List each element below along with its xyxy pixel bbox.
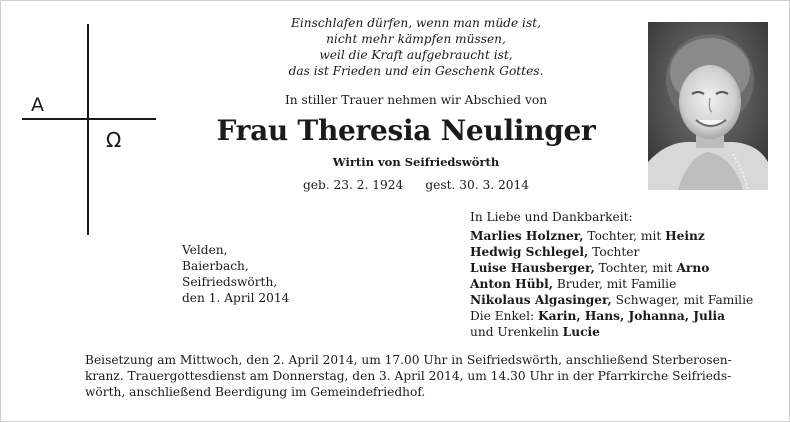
place-line: Baierbach, [182,259,249,273]
mourner-row: Marlies Holzner, Tochter, mit Heinz [470,229,705,243]
poem-line: das ist Frieden und ein Geschenk Gottes. [288,64,544,78]
grandchildren-row: Die Enkel: Karin, Hans, Johanna, Julia [470,309,726,323]
intro-text: In stiller Trauer nehmen wir Abschied von [284,93,548,107]
place-line: Seifriedswörth, [182,275,278,289]
omega-symbol: Ω [106,128,122,152]
funeral-line: Beisetzung am Mittwoch, den 2. April 2014, um 17.00 Uhr in Seifriedswörth, anschließend Sterberosen- [85,353,732,367]
deceased-name: Frau Theresia Neulinger [216,114,596,147]
great-grandchild-row: und Urenkelin Lucie [470,325,600,339]
life-dates [250,177,582,193]
mourners-heading: In Liebe und Dankbarkeit: [470,210,633,224]
birth-date: geb. 23. 2. 1924 [302,178,404,192]
portrait-illustration [648,22,768,190]
mourners-list [470,209,753,340]
mourner-row: Anton Hübl, Bruder, mit Familie [470,277,677,291]
poem-line: weil die Kraft aufgebraucht ist, [319,48,513,62]
funeral-line: kranz. Trauergottesdienst am Donnerstag, den 3. April 2014, um 14.30 Uhr in der Pfarrkirche Seifrieds- [85,369,732,383]
alpha-symbol: A [31,94,44,116]
funeral-details [85,352,771,400]
mourner-row: Luise Hausberger, Tochter, mit Arno [470,261,710,275]
place-line: Velden, [182,243,228,257]
place-and-date [182,242,289,306]
poem-line: nicht mehr kämpfen müssen, [326,32,506,46]
cross-vertical-bar [87,24,89,235]
mourner-row: Nikolaus Algasinger, Schwager, mit Familie [470,293,754,307]
poem [250,15,582,79]
death-date: gest. 30. 3. 2014 [425,178,530,192]
mourner-row: Hedwig Schlegel, Tochter [470,245,640,259]
deceased-title: Wirtin von Seifriedswörth [332,155,500,169]
portrait-photo [648,22,768,190]
funeral-line: wörth, anschließend Beerdigung im Gemeindefriedhof. [85,385,426,399]
date-line: den 1. April 2014 [182,291,290,305]
poem-line: Einschlafen dürfen, wenn man müde ist, [291,16,541,30]
cross-horizontal-bar [22,118,156,120]
